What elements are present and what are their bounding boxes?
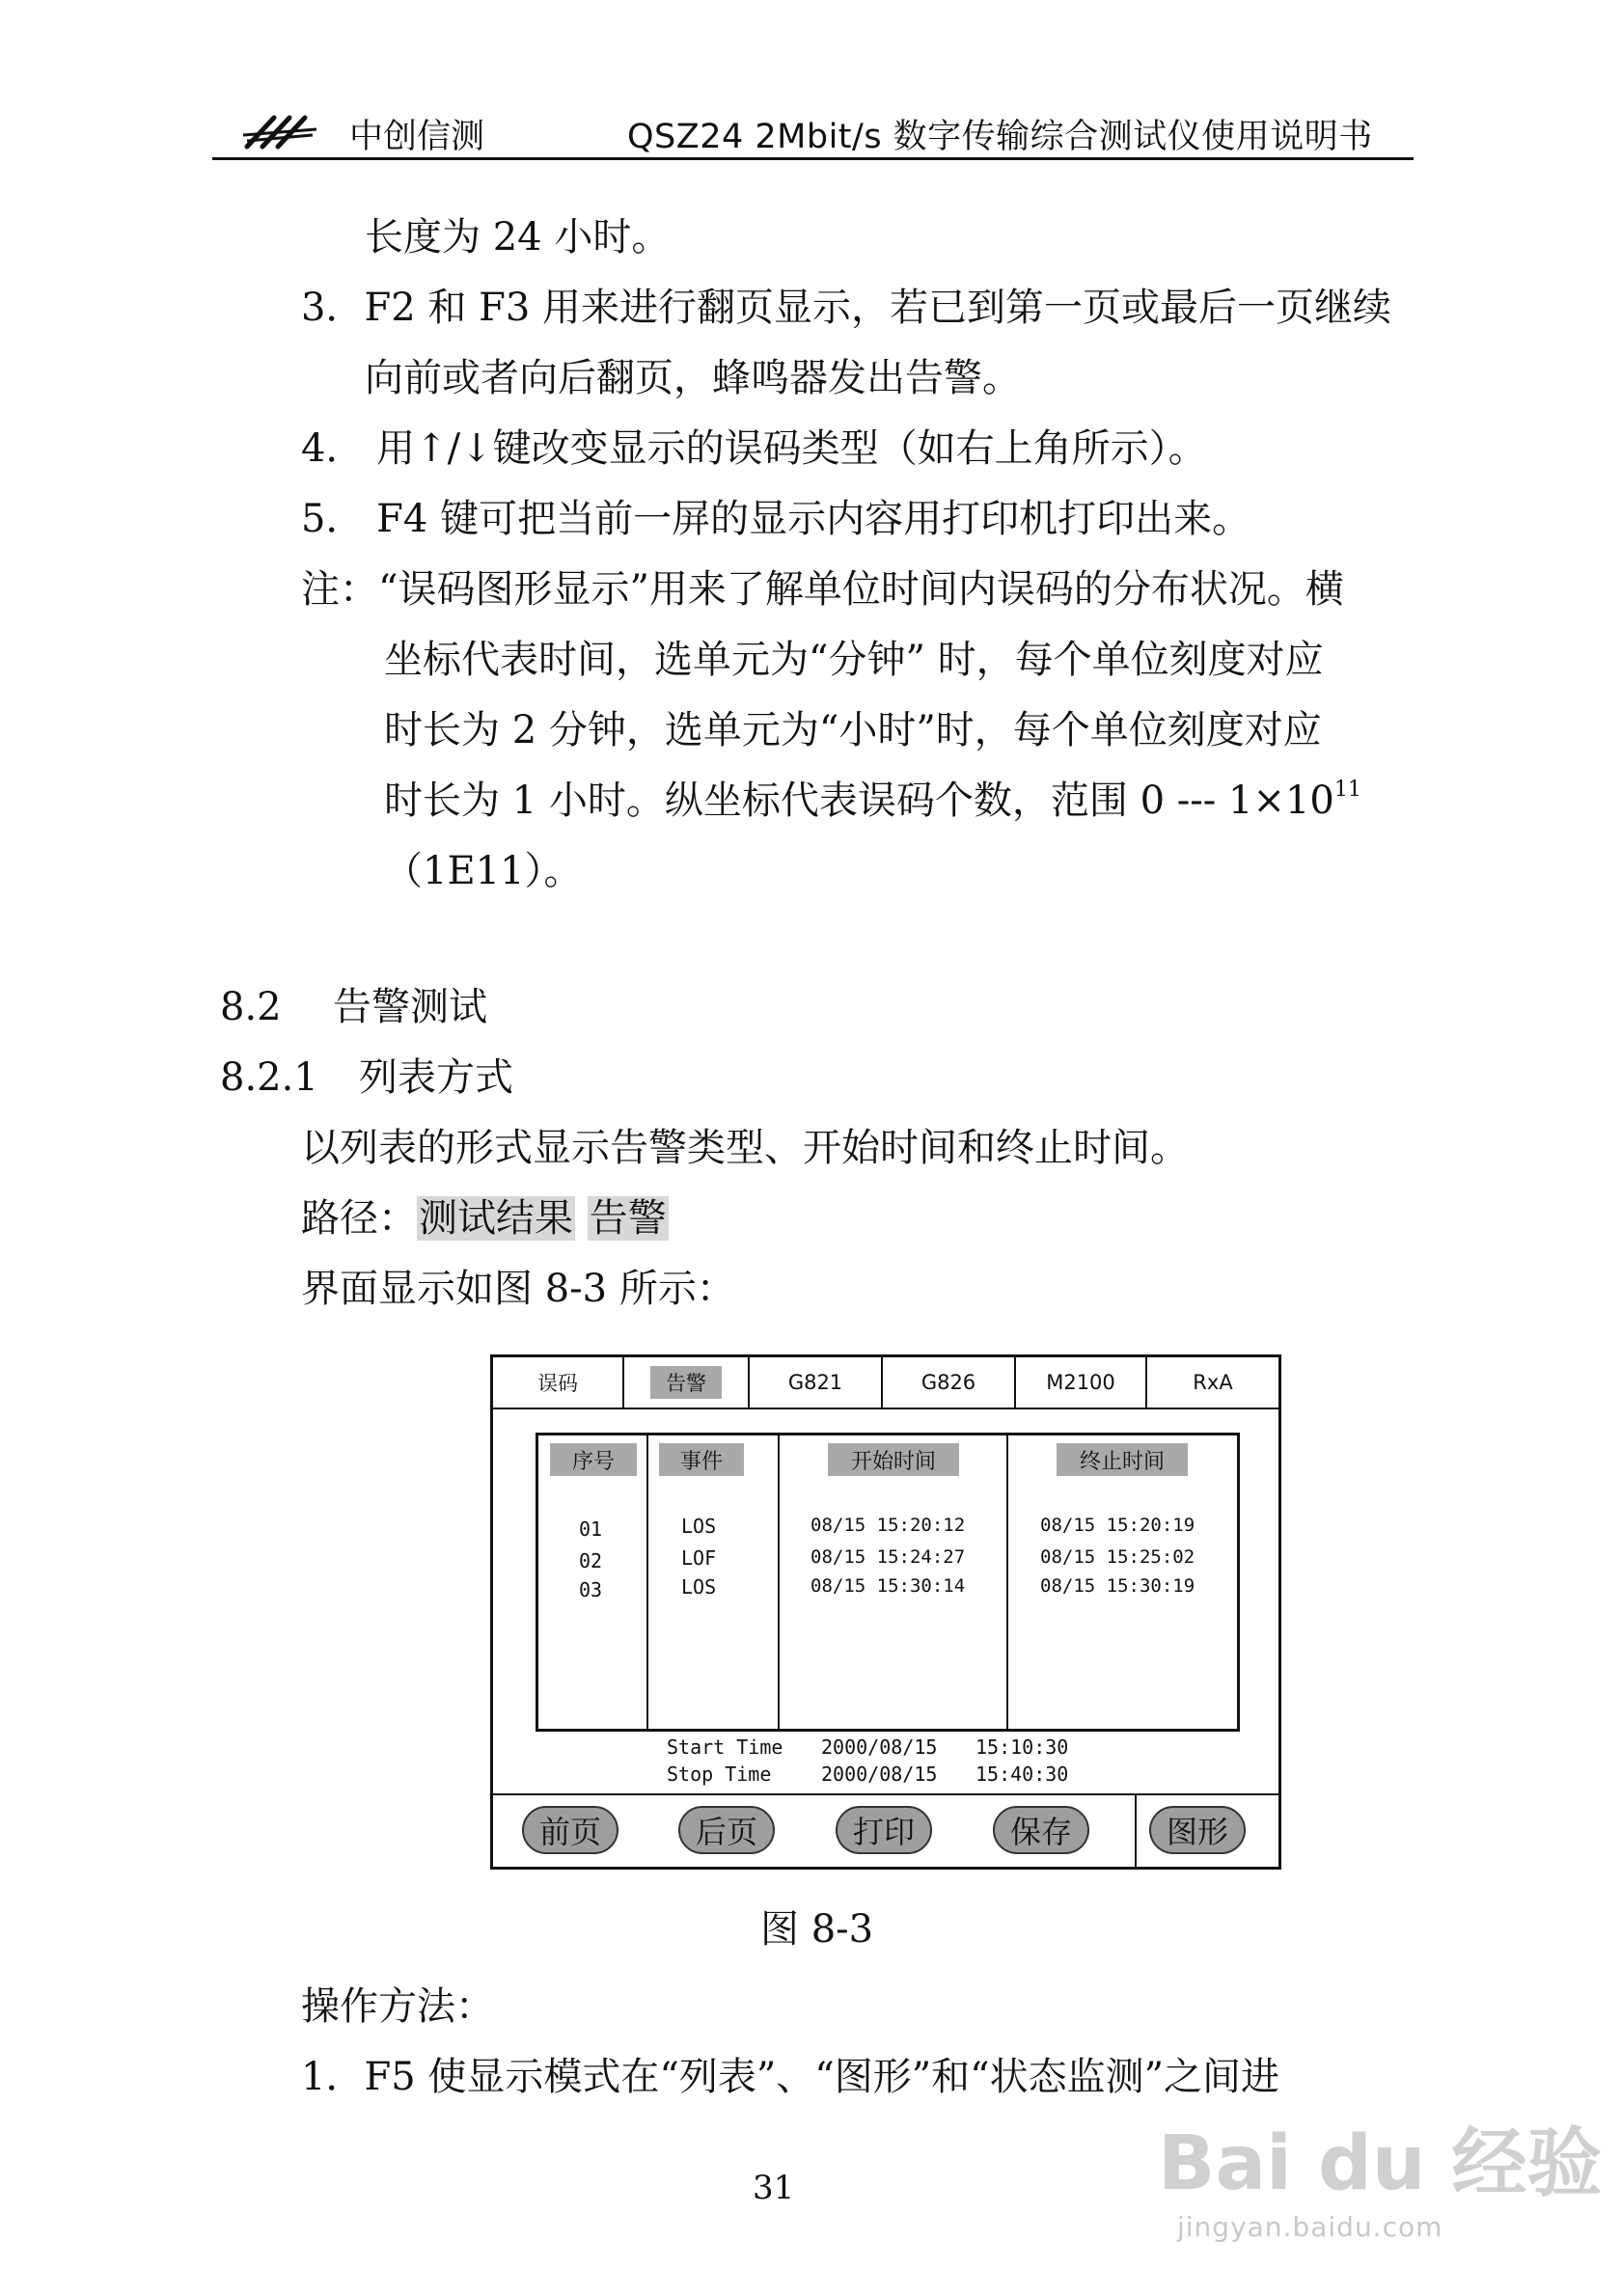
tab-rxa[interactable]: RxA [1193, 1371, 1233, 1394]
row-2-event: LOF [681, 1546, 717, 1570]
company-logo-icon [241, 108, 318, 154]
col-divider-1 [646, 1435, 648, 1729]
document-title: QSZ24 2Mbit/s 数字传输综合测试仪使用说明书 [627, 118, 1373, 156]
note-line-2: 坐标代表时间，选单元为“分钟” 时，每个单位刻度对应 [384, 638, 1324, 682]
graph-button[interactable]: 图形 [1149, 1806, 1246, 1854]
baidu-watermark-url: jingyan.baidu.com [1177, 2211, 1443, 2243]
tab-m2100[interactable]: M2100 [1016, 1357, 1147, 1408]
subsection-title: 列表方式 [359, 1055, 513, 1100]
body-line-1: 长度为 24 小时。 [365, 215, 671, 260]
stop-time-label: Stop Time [667, 1763, 772, 1786]
row-3-end: 08/15 15:30:19 [1040, 1575, 1195, 1597]
row-2-end: 08/15 15:25:02 [1040, 1546, 1195, 1568]
figure-caption: 图 8-3 [760, 1907, 874, 1952]
body-line-5: 5． F4 键可把当前一屏的显示内容用打印机打印出来。 [301, 497, 1251, 541]
start-date-value: 2000/08/15 [821, 1736, 938, 1759]
start-time-label: Start Time [667, 1736, 783, 1759]
tabbar-divider [493, 1408, 1278, 1409]
header-event: 事件 [659, 1443, 744, 1476]
header-no: 序号 [550, 1443, 637, 1476]
operations-step-1: 1．F5 使显示模式在“列表”、“图形”和“状态监测”之间进 [301, 2055, 1280, 2099]
note-line-4 [384, 774, 1361, 828]
operations-title: 操作方法： [301, 1984, 494, 2029]
body-line-4: 4． 用↑/↓键改变显示的误码类型（如右上角所示）。 [301, 426, 1207, 471]
exponent: 11 [1333, 778, 1361, 802]
stop-time-value: 15:40:30 [975, 1763, 1069, 1786]
button-bar-divider [493, 1793, 1278, 1795]
save-button[interactable]: 保存 [993, 1806, 1089, 1854]
header-end-time: 终止时间 [1057, 1443, 1188, 1476]
body-line-3: 向前或者向后翻页，蜂鸣器发出告警。 [365, 356, 1021, 400]
section-description: 以列表的形式显示告警类型、开始时间和终止时间。 [301, 1126, 1189, 1170]
section-number: 8.2 [220, 985, 282, 1029]
note-line-1: 注：“误码图形显示”用来了解单位时间内误码的分布状况。横 [301, 567, 1344, 612]
note-line-4-text: 时长为 1 小时。纵坐标代表误码个数，范围 0 --- 1×10 [384, 779, 1334, 823]
tab-bit-error[interactable]: 误码 [493, 1357, 624, 1408]
button-separator [1135, 1795, 1137, 1867]
path-line [301, 1191, 669, 1245]
col-divider-2 [778, 1435, 780, 1729]
company-name: 中创信测 [349, 118, 485, 156]
row-1-event: LOS [681, 1515, 717, 1538]
row-2-start: 08/15 15:24:27 [810, 1546, 966, 1568]
start-time-value: 15:10:30 [975, 1736, 1069, 1759]
tab-alarm[interactable] [624, 1357, 750, 1408]
row-1-no: 01 [579, 1517, 603, 1541]
tab-g826[interactable]: G826 [883, 1357, 1016, 1408]
header-rule [212, 157, 1414, 160]
figure-intro: 界面显示如图 8-3 所示： [301, 1267, 735, 1311]
row-1-start: 08/15 15:20:12 [810, 1515, 966, 1536]
next-page-button[interactable]: 后页 [678, 1806, 775, 1854]
path-step-results: 测试结果 [419, 1196, 573, 1241]
col-divider-3 [1006, 1435, 1008, 1729]
tab-g821[interactable]: G821 [750, 1357, 883, 1408]
row-2-no: 02 [579, 1549, 603, 1572]
note-line-3: 时长为 2 分钟，选单元为“小时”时，每个单位刻度对应 [384, 708, 1322, 752]
path-step-alarm: 告警 [589, 1196, 667, 1241]
row-1-end: 08/15 15:20:19 [1040, 1515, 1195, 1536]
row-3-event: LOS [681, 1575, 717, 1599]
alarm-table [536, 1433, 1240, 1732]
note-line-5: （1E11）。 [384, 849, 583, 893]
prev-page-button[interactable]: 前页 [522, 1806, 618, 1854]
row-3-no: 03 [579, 1578, 603, 1601]
header-start-time: 开始时间 [828, 1443, 959, 1476]
section-title: 告警测试 [333, 985, 487, 1029]
baidu-watermark-logo: Bai du 经验 [1158, 2120, 1603, 2207]
alarm-list-screen [490, 1354, 1281, 1870]
subsection-number: 8.2.1 [220, 1055, 318, 1100]
page-number: 31 [753, 2169, 795, 2207]
tab-alarm-label: 告警 [650, 1366, 722, 1399]
print-button[interactable]: 打印 [836, 1806, 932, 1854]
path-label: 路径： [301, 1196, 417, 1241]
row-3-start: 08/15 15:30:14 [810, 1575, 966, 1597]
body-line-2: 3．F2 和 F3 用来进行翻页显示，若已到第一页或最后一页继续 [301, 286, 1391, 330]
stop-date-value: 2000/08/15 [821, 1763, 938, 1786]
